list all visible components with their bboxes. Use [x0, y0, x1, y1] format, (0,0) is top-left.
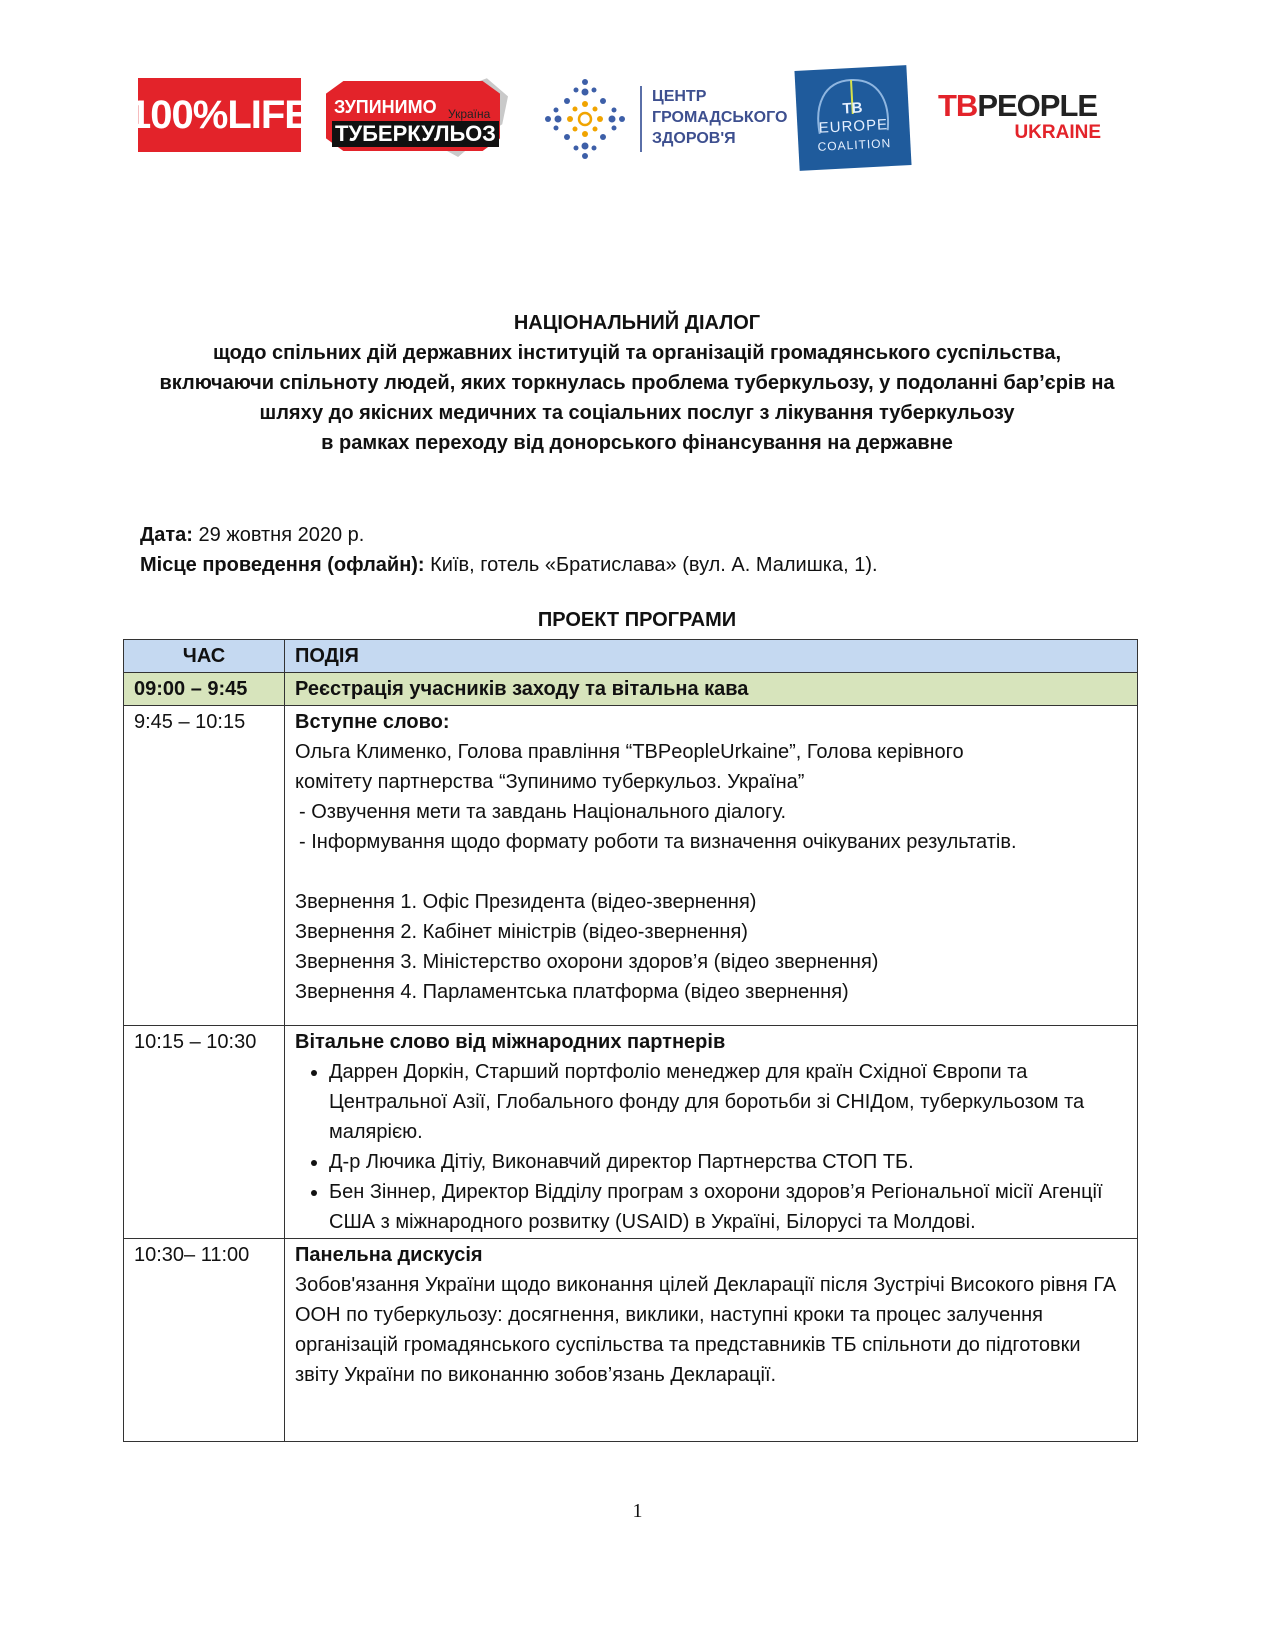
- row-time: 10:15 – 10:30: [124, 1026, 285, 1239]
- row-event-title: Вітальне слово від міжнародних партнерів: [295, 1031, 726, 1053]
- document-title: [120, 308, 1154, 458]
- speaker-line-1: Ольга Клименко, Голова правління “TBPeopleUrkaine”, Голова керівного: [295, 741, 964, 763]
- program-heading: ПРОЕКТ ПРОГРАМИ: [537, 609, 737, 631]
- phc-divider: [640, 86, 642, 152]
- phc-line-2: ГРОМАДСЬКОГО: [652, 109, 788, 126]
- row-time: 10:30– 11:00: [124, 1239, 285, 1442]
- phc-emblem-icon: [540, 74, 630, 164]
- row-time: 09:00 – 9:45: [124, 673, 285, 706]
- row-event-title: Панельна дискусія: [295, 1244, 483, 1266]
- row-event-title: Вступне слово:: [295, 711, 450, 733]
- tbp-line-2: UKRAINE: [1014, 122, 1101, 143]
- logo-stop-tb-ukraine: [326, 75, 506, 157]
- table-row-opening: [124, 706, 1138, 1026]
- speaker-line-2: комітету партнерства “Зупинимо туберкульоз. Україна”: [295, 771, 805, 793]
- row-event-content: [285, 706, 1138, 1026]
- logo-100-life: 100%LIFE: [138, 78, 301, 152]
- logo-tb-europe-coalition: [794, 65, 911, 171]
- logo-stop-country: Україна: [448, 107, 491, 121]
- title-line-1: НАЦІОНАЛЬНИЙ ДІАЛОГ: [513, 312, 761, 334]
- row-time: 9:45 – 10:15: [124, 706, 285, 1026]
- row-event-content: [285, 1239, 1138, 1442]
- table-row-welcome: [124, 1026, 1138, 1239]
- address-3: Звернення 3. Міністерство охорони здоров’я (відео звернення): [295, 951, 879, 973]
- address-4: Звернення 4. Парламентська платформа (відео звернення): [295, 981, 849, 1003]
- column-header-time: ЧАС: [124, 640, 285, 673]
- list-item: • Бен Зіннер, Директор Відділу програм з охорони здоров’я Регіональної місії Агенції США з міжнародного розвитку (USAID) в Україні, Білорусі та Молдові.: [329, 1177, 1127, 1237]
- logo-stop-text-1: ЗУПИНИМО: [334, 97, 437, 117]
- tbe-line-1: TB: [842, 99, 863, 118]
- event-meta: [140, 520, 878, 580]
- page-number: 1: [632, 1500, 643, 1522]
- dash-item-2: - Інформування щодо формату роботи та визначення очікуваних результатів.: [299, 831, 1017, 853]
- row-event-title: Реєстрація учасників заходу та вітальна кава: [285, 673, 1138, 706]
- list-item: • Д-р Лючика Дітіу, Виконавчий директор Партнерства СТОП ТБ.: [329, 1147, 1127, 1177]
- table-header-row: [124, 640, 1138, 673]
- title-line-4: шляху до якісних медичних та соціальних послуг з лікування туберкульозу: [259, 402, 1015, 424]
- logo-stop-text-2: ТУБЕРКУЛЬОЗ: [332, 121, 499, 147]
- logo-public-health-center: [540, 74, 788, 164]
- tbe-line-2: EUROPE: [818, 116, 889, 137]
- tbe-line-3: COALITION: [817, 136, 892, 154]
- logo-row: [0, 60, 1275, 180]
- table-row-panel: [124, 1239, 1138, 1442]
- event-date: Дата: 29 жовтня 2020 р.: [140, 524, 365, 546]
- program-table: [123, 639, 1138, 1442]
- dash-item-1: - Озвучення мети та завдань Національного діалогу.: [299, 801, 787, 823]
- event-place: Місце проведення (офлайн): Київ, готель «Братислава» (вул. А. Малишка, 1).: [140, 554, 878, 576]
- title-line-3: включаючи спільноту людей, яких торкнулась проблема туберкульозу, у подоланні бар’єрів на: [159, 372, 1115, 394]
- phc-line-3: ЗДОРОВ'Я: [652, 130, 736, 147]
- panel-description: Зобов'язання України щодо виконання цілей Декларації після Зустрічі Високого рівня ГА ООН по туберкульозу: досягнення, виклики, наступні кроки та процес залучення організацій громадянського суспільства та представників ТБ спільноти до підготовки звіту України по виконанню зобов’язань Декларації.: [295, 1274, 1117, 1386]
- table-row-registration: [124, 673, 1138, 706]
- partner-list: [295, 1057, 1127, 1237]
- logo-tbpeople-ukraine: [938, 88, 1113, 148]
- list-item: • Даррен Доркін, Старший портфоліо менеджер для країн Східної Європи та Центральної Азії, Глобального фонду для боротьби зі СНІДом, туберкульозом та малярією.: [329, 1057, 1127, 1147]
- title-line-5: в рамках переходу від донорського фінансування на державне: [321, 432, 953, 454]
- address-2: Звернення 2. Кабінет міністрів (відео-звернення): [295, 921, 748, 943]
- tbp-line-1: TBPEOPLE: [938, 88, 1098, 123]
- phc-name: [652, 86, 787, 149]
- title-line-2: щодо спільних дій державних інституцій та організацій громадянського суспільства,: [212, 342, 1062, 364]
- column-header-event: ПОДІЯ: [285, 640, 1138, 673]
- address-1: Звернення 1. Офіс Президента (відео-звернення): [295, 891, 757, 913]
- phc-line-1: ЦЕНТР: [652, 88, 707, 105]
- row-event-content: [285, 1026, 1138, 1239]
